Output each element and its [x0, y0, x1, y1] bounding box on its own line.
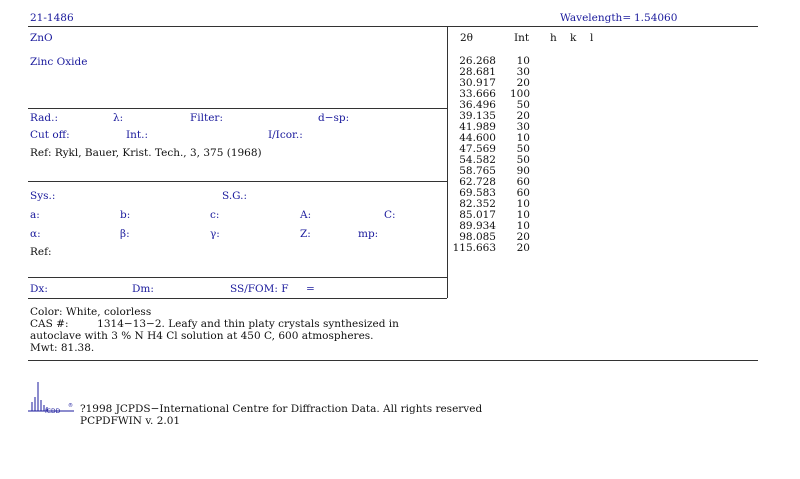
rad-label: Rad.: — [30, 112, 59, 124]
int-label: Int.: — [126, 129, 149, 141]
peak-two-theta: 26.268 — [459, 55, 496, 67]
peak-intensity: 10 — [516, 220, 530, 232]
molecular-weight: Mwt: 81.38. — [30, 342, 95, 354]
peak-row — [436, 111, 556, 122]
peak-two-theta: 62.728 — [459, 176, 496, 188]
ssfom-label: SS/FOM: F — [230, 283, 289, 295]
cutoff-label: Cut off: — [30, 129, 70, 141]
wavelength-value: 1.54060 — [634, 12, 678, 24]
footer-divider — [28, 360, 758, 361]
radiation-divider — [28, 108, 447, 109]
peak-two-theta: 54.582 — [459, 154, 496, 166]
peak-intensity: 10 — [516, 132, 530, 144]
crystal-divider — [28, 181, 447, 182]
peak-row — [436, 177, 556, 188]
peak-two-theta: 44.600 — [459, 132, 496, 144]
peak-two-theta: 30.917 — [459, 77, 496, 89]
density-divider-top — [28, 277, 447, 278]
peak-two-theta: 115.663 — [452, 242, 496, 254]
peak-intensity: 20 — [516, 231, 530, 243]
peak-row — [436, 210, 556, 221]
peak-row — [436, 243, 556, 254]
peak-row — [436, 78, 556, 89]
peak-two-theta: 33.666 — [459, 88, 496, 100]
alpha-label: α: — [30, 228, 41, 240]
cas-line — [30, 318, 399, 330]
peak-row — [436, 221, 556, 232]
cell-c-label: c: — [210, 209, 220, 221]
col-header-int: Int — [514, 32, 530, 44]
peak-two-theta: 47.569 — [459, 143, 496, 155]
peak-intensity: 10 — [516, 55, 530, 67]
color-comment: Color: White, colorless — [30, 306, 152, 318]
peak-two-theta: 41.989 — [459, 121, 496, 133]
peak-row — [436, 100, 556, 111]
crystal-reference: Ref: — [30, 246, 52, 258]
software-version: PCPDFWIN v. 2.01 — [80, 415, 181, 427]
cas-text: 1314−13−2. Leafy and thin platy crystals synthesized in — [97, 318, 399, 330]
ratio-c-label: C: — [384, 209, 396, 221]
cell-b-label: b: — [120, 209, 131, 221]
peak-intensity: 30 — [516, 66, 530, 78]
peak-intensity: 60 — [516, 187, 530, 199]
gamma-label: γ: — [210, 228, 220, 240]
col-header-l: l — [590, 32, 594, 44]
peak-intensity: 20 — [516, 77, 530, 89]
cas-label: CAS #: — [30, 318, 69, 330]
peak-intensity: 20 — [516, 242, 530, 254]
peak-row — [436, 67, 556, 78]
density-divider-bottom — [28, 298, 447, 299]
ratio-a-label: A: — [300, 209, 312, 221]
peak-row — [436, 122, 556, 133]
synthesis-comment: autoclave with 3 % N H4 Cl solution at 450 C, 600 atmospheres. — [30, 330, 374, 342]
dx-label: Dx: — [30, 283, 48, 295]
col-header-k: k — [570, 32, 577, 44]
ssfom-equals: = — [306, 283, 315, 295]
beta-label: β: — [120, 228, 130, 240]
svg-text:®: ® — [68, 403, 73, 409]
peak-two-theta: 39.135 — [459, 110, 496, 122]
dsp-label: d−sp: — [318, 112, 350, 124]
peak-row — [436, 144, 556, 155]
peak-intensity: 30 — [516, 121, 530, 133]
sys-label: Sys.: — [30, 190, 56, 202]
compound-formula: ZnO — [30, 32, 53, 44]
peak-intensity: 100 — [509, 88, 530, 100]
filter-label: Filter: — [190, 112, 223, 124]
peak-two-theta: 28.681 — [459, 66, 496, 78]
peak-row — [436, 155, 556, 166]
mp-label: mp: — [358, 228, 379, 240]
peak-row — [436, 166, 556, 177]
z-label: Z: — [300, 228, 311, 240]
peak-intensity: 50 — [516, 154, 530, 166]
peak-two-theta: 85.017 — [459, 209, 496, 221]
peak-intensity: 10 — [516, 209, 530, 221]
col-header-two-theta: 2θ — [460, 32, 474, 44]
icdd-logo — [28, 380, 84, 414]
lambda-label: λ: — [113, 112, 124, 124]
col-header-h: h — [550, 32, 557, 44]
icor-label: I/Icor.: — [268, 129, 303, 141]
peak-intensity: 10 — [516, 198, 530, 210]
peak-two-theta: 36.496 — [459, 99, 496, 111]
copyright-notice: ?1998 JCPDS−International Centre for Diffraction Data. All rights reserved — [80, 403, 483, 415]
peak-two-theta: 82.352 — [459, 198, 496, 210]
cell-a-label: a: — [30, 209, 40, 221]
peak-intensity: 90 — [516, 165, 530, 177]
wavelength-label: Wavelength= — [560, 12, 632, 24]
peak-two-theta: 89.934 — [459, 220, 496, 232]
peak-row — [436, 188, 556, 199]
peak-intensity: 60 — [516, 176, 530, 188]
peak-intensity: 50 — [516, 99, 530, 111]
svg-text:ICDD: ICDD — [45, 408, 61, 414]
peak-intensity: 50 — [516, 143, 530, 155]
sg-label: S.G.: — [222, 190, 248, 202]
peak-row — [436, 199, 556, 210]
peak-two-theta: 58.765 — [459, 165, 496, 177]
peak-row — [436, 56, 556, 67]
peak-row — [436, 133, 556, 144]
header-divider — [28, 26, 758, 27]
card-number: 21-1486 — [30, 12, 74, 24]
peak-intensity: 20 — [516, 110, 530, 122]
compound-name: Zinc Oxide — [30, 56, 88, 68]
peak-two-theta: 69.583 — [459, 187, 496, 199]
radiation-reference: Ref: Rykl, Bauer, Krist. Tech., 3, 375 (1968) — [30, 147, 262, 159]
peak-two-theta: 98.085 — [459, 231, 496, 243]
dm-label: Dm: — [132, 283, 154, 295]
peak-row — [436, 89, 556, 100]
